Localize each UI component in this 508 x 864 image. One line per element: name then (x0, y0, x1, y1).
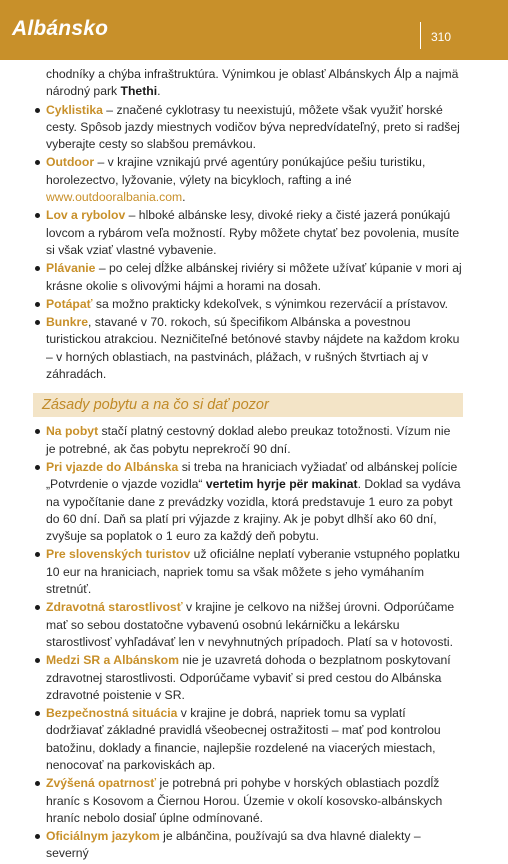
list-item: Potápať sa možno prakticky kdekoľvek, s výnimkou rezervácií a prístavov. (33, 296, 463, 313)
list-item: Zdravotná starostlivosť v krajine je celkovo na nižšej úrovni. Odporúčame mať so sebou dostatočne vybavenú osobnú lekárničku a lekársku starostlivosť vyhľadávať len v nevyhnutných prípadoch. Platí sa v hotovosti. (33, 599, 463, 651)
list-item: Lov a rybolov – hlboké albánske lesy, divoké rieky a čisté jazerá ponúkajú lovcom a rybárom veľa možností. Ryby môžete chytať bez povolenia, musíte si však vziať vlastné vybavenie. (33, 207, 463, 259)
list-term: Oficiálnym jazykom (46, 829, 160, 844)
list-item: Pre slovenských turistov už oficiálne neplatí vyberanie vstupného poplatku 10 eur na hraniciach, napriek tomu sa však môžete s jeho vymáhaním stretnúť. (33, 546, 463, 598)
list-term: Bezpečnostná situácia (46, 706, 178, 721)
list-item: Pri vjazde do Albánska si treba na hraniciach vyžiadať od albánskej polície „Potvrdenie o vjazde vozidla“ vertetim hyrje për makinat. Doklad sa vydáva na vypočítanie dane z prevádzky vozidla, ktorá predstavuje 1 euro za pobyt do 60 dní. Daň sa platí pri výjazde z krajiny. Ak je pobyt dlhší ako 60 dní, zvyšuje sa poplatok o 1 euro za každý deň pobytu. (33, 459, 463, 545)
list-term: Pri vjazde do Albánska (46, 459, 179, 474)
rules-list (33, 423, 463, 862)
list-term: Medzi SR a Albánskom (46, 653, 179, 668)
page-content (33, 66, 463, 864)
intro-continuation: chodníky a chýba infraštruktúra. Výnimkou je oblasť Albánskych Álp a najmä národný park Thethi. (46, 67, 459, 99)
page-header (0, 0, 508, 60)
list-term: Cyklistika (46, 102, 103, 117)
activities-list (33, 102, 463, 384)
page-number: 310 (431, 30, 452, 44)
outdoor-link[interactable]: www.outdooralbania.com (46, 190, 183, 205)
list-term: Zdravotná starostlivosť (46, 600, 183, 615)
list-item: Cyklistika – značené cyklotrasy tu neexistujú, môžete však využiť horské cesty. Spôsob jazdy miestnych vodičov býva nepredvídateľný, preto si radšej vyberajte cesty so slabšou premávkou. (33, 102, 463, 154)
list-term: Potápať (46, 296, 93, 311)
list-term: Outdoor (46, 155, 95, 170)
section-title: Zásady pobytu a na čo si dať pozor (42, 397, 269, 414)
section-heading-box (33, 393, 463, 417)
list-term: Lov a rybolov (46, 208, 126, 223)
list-item: Zvýšená opatrnosť je potrebná pri pohybe v horských oblastiach pozdĺž hraníc s Kosovom a Čiernou Horou. Územie v okolí kosovsko-albánskych hraníc nebolo dosiaľ úplne odmínované. (33, 775, 463, 827)
list-item: Plávanie – po celej dĺžke albánskej riviéry si môžete užívať kúpanie v mori aj krásne okolie s olivovými hájmi a horami na dosah. (33, 260, 463, 295)
list-term: Pre slovenských turistov (46, 547, 191, 562)
list-term: Plávanie (46, 261, 96, 276)
list-item: Outdoor – v krajine vznikajú prvé agentúry ponúkajúce pešiu turistiku, horolezectvo, lyžovanie, výlety na bicykloch, rafting a iné www.outdooralbania.com. (33, 154, 463, 206)
list-item: Oficiálnym jazykom je albánčina, používajú sa dva hlavné dialekty – severný (33, 828, 463, 863)
list-item: Bunkre, stavané v 70. rokoch, sú špecifikom Albánska a povestnou turistickou atrakciou. Nezničiteľné betónové stavby nájdete na každom kroku – v horných oblastiach, na pastvinách, plážach, v rušných štvrtiach aj v záhradách. (33, 314, 463, 383)
list-item: Na pobyt stačí platný cestovný doklad alebo preukaz totožnosti. Vízum nie je potrebné, ak čas pobytu neprekročí 90 dní. (33, 423, 463, 458)
list-item: Bezpečnostná situácia v krajine je dobrá, napriek tomu sa vyplatí dodržiavať základné pravidlá všeobecnej ostražitosti – mať pod kontrolou batožinu, doklady a financie, najlepšie rozdelené na viacerých miestach, nenocovať na parkoviskách ap. (33, 705, 463, 774)
list-term: Na pobyt (46, 424, 99, 439)
list-term: Bunkre (46, 315, 88, 330)
list-term: Zvýšená opatrnosť (46, 776, 157, 791)
header-divider (420, 22, 421, 49)
albanian-phrase: vertetim hyrje për makinat (205, 477, 358, 492)
list-item: Medzi SR a Albánskom nie je uzavretá dohoda o bezplatnom poskytovaní zdravotnej starostlivosti. Odporúčame vybaviť si pred cestou do Albánska zdravotné poistenie v SR. (33, 652, 463, 704)
park-name: Thethi (120, 84, 158, 99)
chapter-title: Albánsko (12, 17, 109, 40)
